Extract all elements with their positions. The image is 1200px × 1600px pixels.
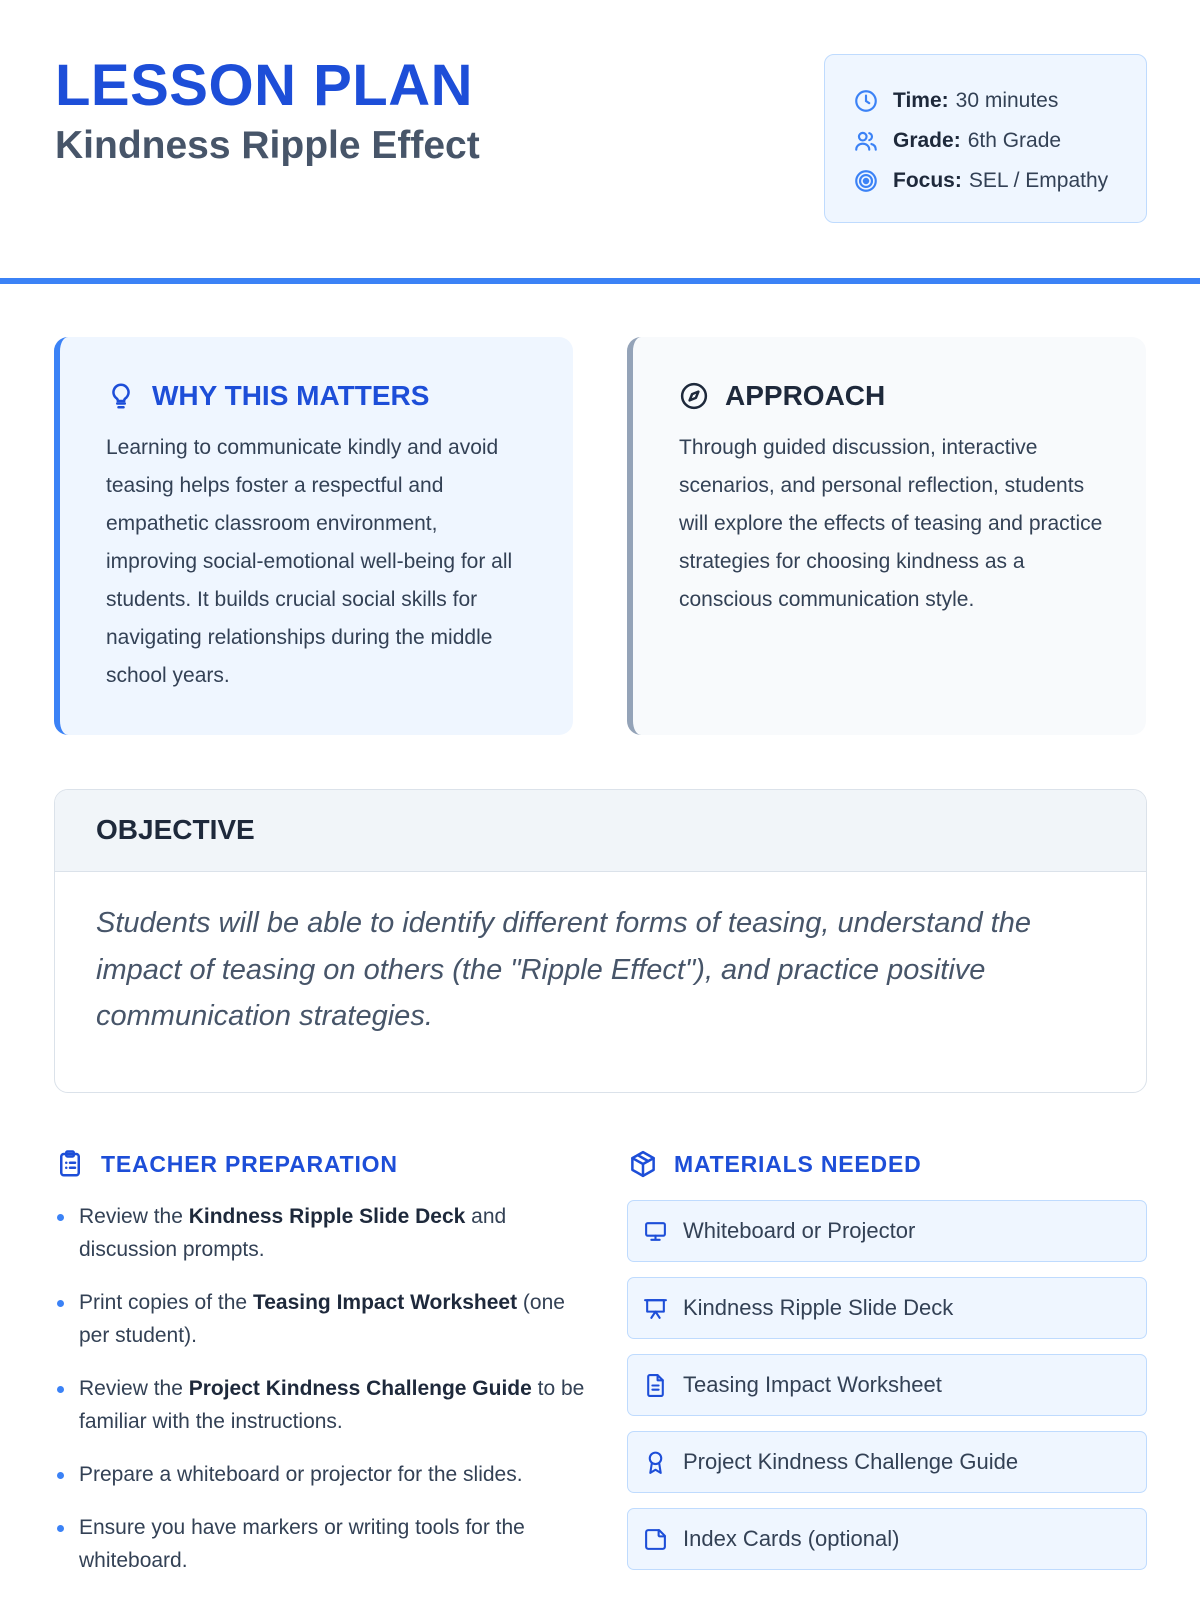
material-item-whiteboard [627, 1200, 1147, 1262]
clipboard-list-icon [55, 1149, 85, 1179]
header [0, 0, 1200, 284]
package-icon [628, 1149, 658, 1179]
teacher-preparation-heading: TEACHER PREPARATION [101, 1150, 398, 1177]
materials-needed-heading: MATERIALS NEEDED [674, 1150, 922, 1177]
material-item-slide-deck [627, 1277, 1147, 1339]
material-label: Whiteboard or Projector [683, 1218, 916, 1243]
materials-list [627, 1200, 1147, 1585]
material-label: Project Kindness Challenge Guide [683, 1449, 1019, 1474]
teacher-preparation-heading-row [55, 1146, 398, 1182]
document-icon [643, 1373, 668, 1398]
list-item: Print copies of the Teasing Impact Worksheet (one per student). [55, 1286, 585, 1352]
compass-icon [679, 381, 709, 411]
meta-grade-label: Grade: [893, 129, 961, 152]
material-label: Index Cards (optional) [683, 1526, 900, 1551]
page-subtitle: Kindness Ripple Effect [55, 124, 480, 167]
meta-grade-value: 6th Grade [967, 129, 1062, 152]
meta-time [853, 81, 1146, 121]
meta-focus-value: SEL / Empathy [968, 169, 1109, 192]
approach-heading: APPROACH [725, 380, 886, 411]
meta-time-value: 30 minutes [955, 89, 1059, 112]
why-heading: WHY THIS MATTERS [152, 380, 430, 411]
why-text: Learning to communicate kindly and avoid teasing helps foster a respectful and empathetic classroom environment, improving social-emotional well-being for all students. It builds crucial social skills for navigating relationships during the middle school years. [106, 436, 513, 687]
list-item: Review the Kindness Ripple Slide Deck and discussion prompts. [55, 1200, 585, 1266]
teacher-preparation-list [55, 1200, 585, 1597]
material-label: Kindness Ripple Slide Deck [683, 1295, 954, 1320]
list-item: Prepare a whiteboard or projector for the slides. [55, 1458, 585, 1491]
approach-heading-row [679, 377, 1106, 415]
list-item: Ensure you have markers or writing tools for the whiteboard. [55, 1511, 585, 1577]
why-heading-row [106, 377, 533, 415]
presentation-icon [643, 1296, 668, 1321]
lesson-meta-box [824, 54, 1147, 223]
material-item-index-cards [627, 1508, 1147, 1570]
clock-icon [853, 88, 879, 114]
page-title: LESSON PLAN [55, 53, 473, 118]
users-icon [853, 128, 879, 154]
materials-needed-heading-row [628, 1146, 922, 1182]
material-item-worksheet [627, 1354, 1147, 1416]
objective-card [54, 789, 1147, 1093]
why-this-matters-card [54, 337, 573, 735]
monitor-icon [643, 1219, 668, 1244]
lightbulb-icon [106, 381, 136, 411]
target-icon [853, 168, 879, 194]
list-item: Review the Project Kindness Challenge Guide to be familiar with the instructions. [55, 1372, 585, 1438]
objective-text: Students will be able to identify different forms of teasing, understand the impact of teasing on others (the "Ripple Effect"), and practice positive communication strategies. [96, 907, 1031, 1032]
material-item-challenge-guide [627, 1431, 1147, 1493]
meta-grade [853, 121, 1146, 161]
material-label: Teasing Impact Worksheet [683, 1372, 942, 1397]
objective-heading: OBJECTIVE [55, 790, 1146, 872]
sticky-note-icon [643, 1527, 668, 1552]
meta-focus-label: Focus: [893, 169, 962, 192]
award-icon [643, 1450, 668, 1475]
meta-time-label: Time: [893, 89, 949, 112]
approach-text: Through guided discussion, interactive scenarios, and personal reflection, students will explore the effects of teasing and practice strategies for choosing kindness as a conscious communication style. [679, 436, 1103, 611]
approach-card [627, 337, 1146, 735]
meta-focus [853, 161, 1146, 201]
